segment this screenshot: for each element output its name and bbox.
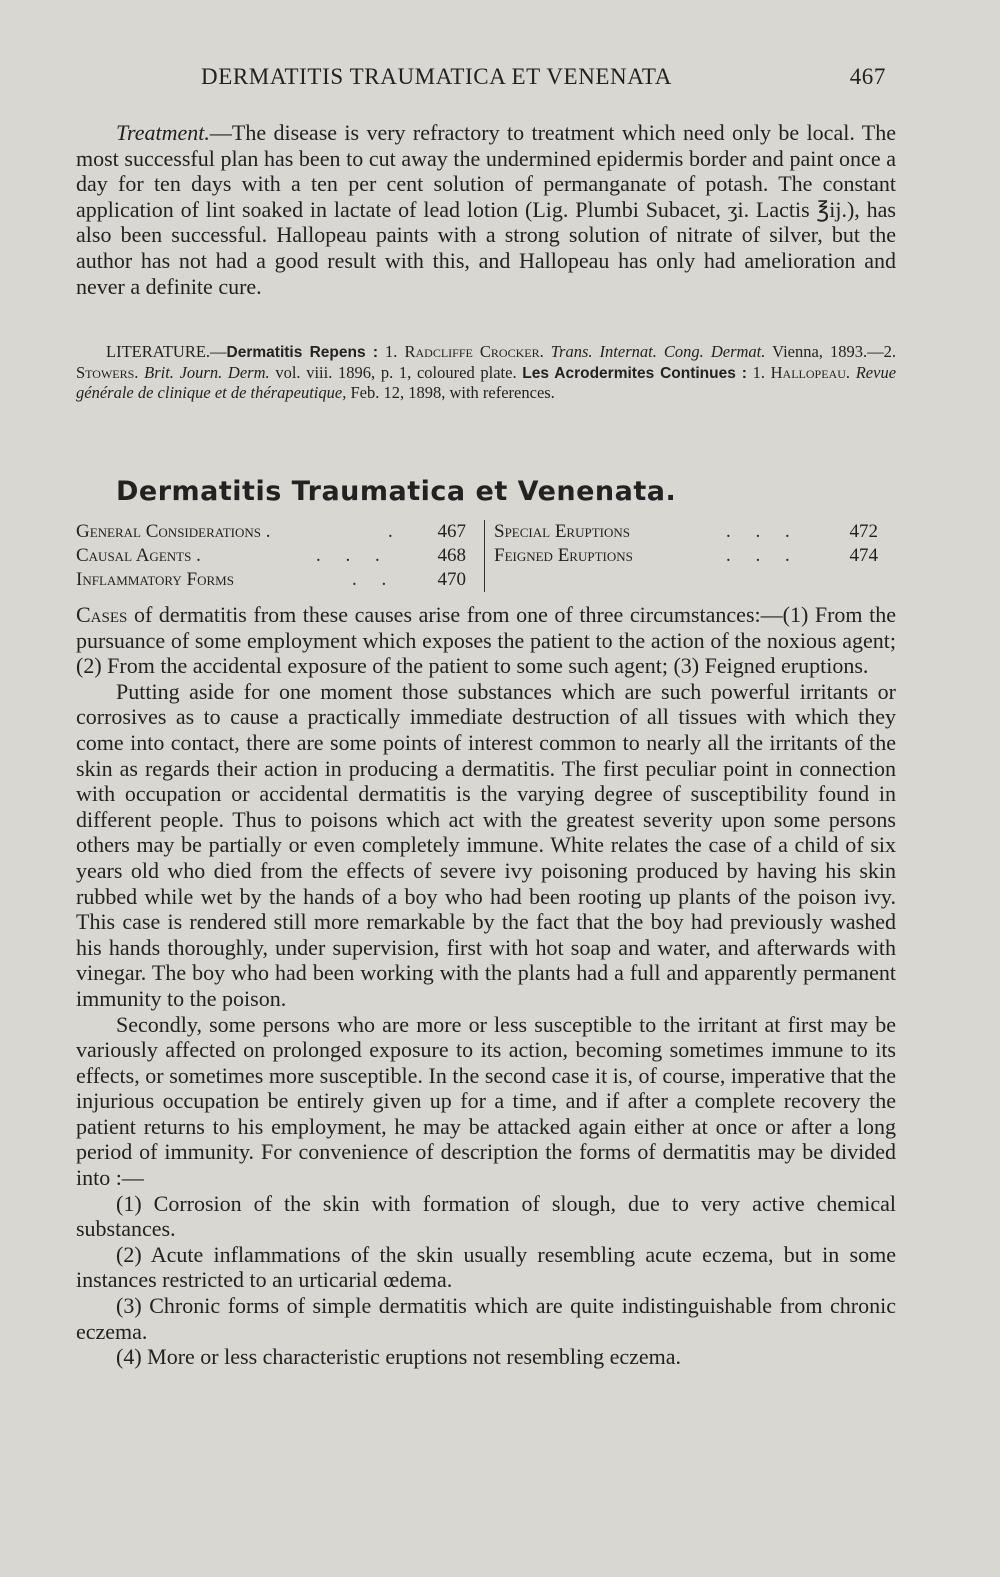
lit-sep: Feb. 12, 1898, with references. <box>346 383 555 403</box>
leader-dots: . <box>388 521 403 542</box>
contents-page: 467 <box>437 521 466 542</box>
contents-page: 474 <box>849 545 878 566</box>
contents-label: Feigned Eruptions <box>494 545 633 566</box>
contents-row <box>494 544 886 568</box>
body-paragraph: Secondly, some persons who are more or less susceptible to the irritant at first may be variously affected on prolonged exposure to its action, becoming sometimes immune to its effects, or sometimes more susceptible. In the second case it is, of course, imperative that the injurious occupation be entirely given up for a time, and if after a complete recovery the patient returns to his employment, he may be attacked again either at once or after a long period of immunity. For convenience of description the forms of dermatitis may be divided into :— <box>76 1011 896 1191</box>
lit-ref-trans: Trans. Internat. Cong. Dermat. <box>550 342 766 361</box>
lit-author-hallopeau: Hallopeau. <box>770 362 851 382</box>
body-paragraph <box>76 602 896 679</box>
contents-left-column <box>76 520 474 592</box>
contents-page: 468 <box>437 545 466 566</box>
treatment-text: —The disease is very refractory to treatment which need only be local. The most successful plan has been to cut away the undermined epidermis border and paint once a day for ten days with a ten per cent solution of permanganate of potash. The constant application of lint soaked in lactate of lead lotion (Lig. Plumbi Subacet, ʒi. Lactis ℥ij.), has also been successful. Hallopeau paints with a strong solution of nitrate of silver, but the author has not had a good result with this, and Hallopeau has only had amelioration and never a definite cure. <box>76 120 896 299</box>
running-head <box>76 64 896 96</box>
literature-section-repens: Dermatitis Repens : <box>226 344 378 361</box>
contents-row <box>76 520 474 544</box>
lit-sep <box>544 342 551 361</box>
list-item: (2) Acute inflammations of the skin usually resembling acute eczema, but in some instances restricted to an urticarial œdema. <box>76 1241 896 1293</box>
literature-label: LITERATURE.— <box>106 342 227 361</box>
literature-section-acrodermites: Les Acrodermites Continues : <box>522 364 747 382</box>
contents-row <box>494 520 886 544</box>
body-text <box>76 602 896 1370</box>
section-title: Dermatitis Traumatica et Venenata. <box>116 476 677 507</box>
body-paragraph: Putting aside for one moment those substances which are such powerful irritants or corrosives as to cause a practically immediate destruction of all tissues with which they come into contact, there are some points of interest common to nearly all the irritants of the skin as regards their action in producing a dermatitis. The first peculiar point in connection with occupation or accidental dermatitis is the varying degree of susceptibility found in different people. Thus to poisons which act with the greatest severity upon some persons others may be partially or even completely immune. White relates the case of a child of six years old who died from the effects of severe ivy poisoning produced by having his skin rubbed while wet by the hands of a boy who had been rooting up plants of the poison ivy. This case is rendered still more remarkable by the fact that the boy had previously washed his hands thoroughly, under supervision, first with hot soap and water, and afterwards with vinegar. The boy who had been working with the plants had a full and apparently permanent immunity to the poison. <box>76 678 896 1011</box>
literature-block <box>76 342 896 403</box>
contents-row <box>76 544 474 568</box>
contents-row <box>76 568 474 592</box>
treatment-label: Treatment. <box>116 120 210 145</box>
contents-label: General Considerations . <box>76 521 271 542</box>
lit-sep: 1. <box>746 362 771 382</box>
leader-dots: . . . <box>726 521 800 542</box>
lit-sep: Vienna, 1893.—2. <box>765 342 896 361</box>
running-head-title: DERMATITIS TRAUMATICA ET VENENATA <box>201 64 672 89</box>
treatment-paragraph <box>76 120 896 299</box>
lit-ref-revue: Revue générale de clinique et de thérapeutique, <box>76 362 897 403</box>
list-item: (4) More or less characteristic eruptions not resembling eczema. <box>116 1344 682 1370</box>
lit-ref-brit: Brit. Journ. Derm. <box>144 362 270 382</box>
leader-dots: . . . <box>316 545 390 566</box>
contents-right-column <box>494 520 886 568</box>
contents-page: 470 <box>437 569 466 590</box>
list-item: (3) Chronic forms of simple dermatitis which are quite indistinguishable from chronic eczema. <box>76 1293 896 1344</box>
lit-author-crocker: Radcliffe Crocker. <box>404 342 544 361</box>
contents-label: Causal Agents . <box>76 545 201 566</box>
section-contents <box>76 520 896 592</box>
contents-divider <box>484 520 485 592</box>
drop-word: Cases <box>76 602 128 627</box>
paragraph-text: of dermatitis from these causes arise from one of three circumstances:—(1) From the pursuance of some employment which exposes the patient to the action of the noxious agent; (2) From the accidental exposure of the patient to some such agent; (3) Feigned eruptions. <box>76 602 896 679</box>
lit-sep: 1. <box>377 342 405 361</box>
lit-sep: vol. viii. 1896, p. 1, coloured plate. <box>269 362 523 382</box>
contents-page: 472 <box>849 521 878 542</box>
leader-dots: . . <box>352 569 397 590</box>
contents-label: Inflammatory Forms <box>76 569 234 590</box>
contents-label: Special Eruptions <box>494 521 630 542</box>
list-item: (1) Corrosion of the skin with formation of slough, due to very active chemical substances. <box>76 1190 896 1242</box>
leader-dots: . . . <box>726 545 800 566</box>
page-number: 467 <box>849 64 886 89</box>
lit-author-stowers: Stowers. <box>76 362 139 382</box>
